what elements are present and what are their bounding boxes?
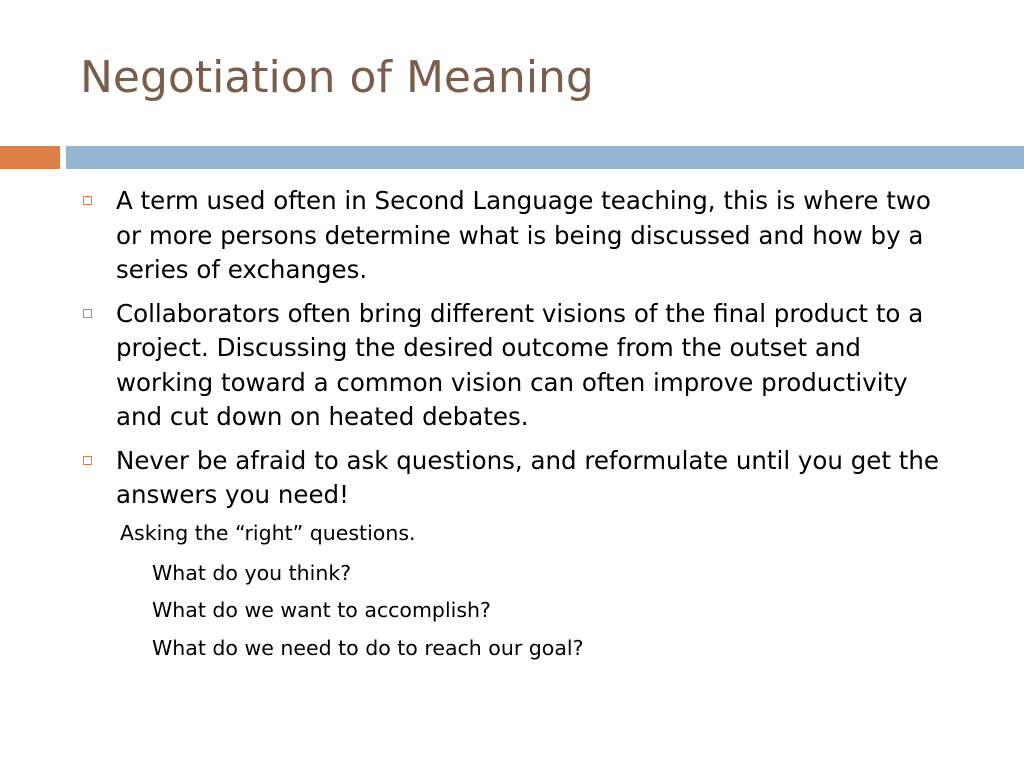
question-item: What do you think? [152,561,352,585]
square-bullet-icon [83,196,92,205]
bullet-text: Never be afraid to ask questions, and reformulate until you get the answers you need! [116,445,939,509]
square-bullet-icon [83,309,92,318]
accent-bar-orange [0,146,60,169]
question-item: What do we want to accomplish? [152,598,491,622]
question-item: What do we need to do to reach our goal? [152,636,584,660]
bullet-list [80,184,960,522]
square-bullet-icon [83,456,92,465]
bullet-item [80,184,960,288]
bullet-text: Collaborators often bring different visions of the final product to a project. Discussing the desired outcome from the outset and working toward a common vision can often improve productivity and cut down on heated debates. [116,298,924,431]
accent-bar-blue [66,146,1024,169]
slide-title: Negotiation of Meaning [80,52,594,103]
bullet-item [80,297,960,435]
bullet-text: A term used often in Second Language teaching, this is where two or more persons determine what is being discussed and how by a series of exchanges. [116,186,931,284]
sub-heading: Asking the “right” questions. [120,521,416,545]
bullet-item [80,444,960,513]
